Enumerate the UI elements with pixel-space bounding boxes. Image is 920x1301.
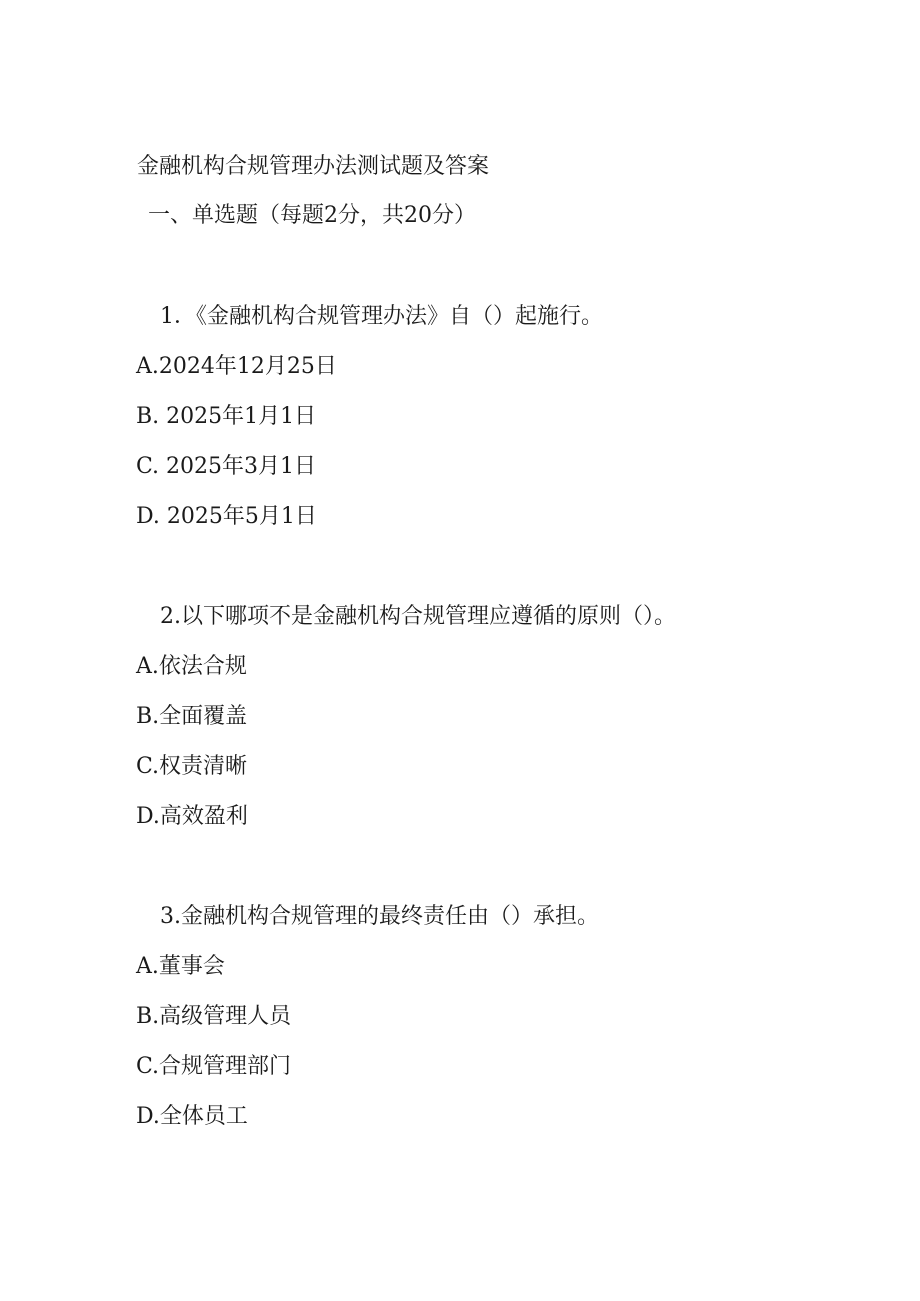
- question-1-option-a: A.2024年12月25日: [136, 354, 337, 379]
- section-heading: 一、单选题（每题2分，共20分）: [148, 203, 476, 228]
- question-1-stem: 1．《金融机构合规管理办法》自（）起施行。: [160, 304, 603, 329]
- question-2-option-d: D.高效盈利: [136, 804, 248, 829]
- document-title: 金融机构合规管理办法测试题及答案: [137, 154, 490, 179]
- question-2-option-a: A.依法合规: [136, 654, 247, 679]
- question-2-option-b: B.全面覆盖: [136, 704, 248, 729]
- question-2-stem: 2.以下哪项不是金融机构合规管理应遵循的原则（）。: [160, 604, 676, 629]
- question-3-option-b: B.高级管理人员: [136, 1004, 292, 1029]
- question-3-option-a: A.董事会: [136, 954, 225, 979]
- question-1-option-d: D. 2025年5月1日: [136, 504, 317, 529]
- question-3-stem: 3.金融机构合规管理的最终责任由（）承担。: [160, 904, 599, 929]
- question-2-option-c: C.权责清晰: [136, 754, 248, 779]
- question-1-option-c: C. 2025年3月1日: [136, 454, 317, 479]
- question-1-option-b: B. 2025年1月1日: [136, 404, 317, 429]
- question-3-option-c: C.合规管理部门: [136, 1054, 292, 1079]
- question-3-option-d: D.全体员工: [136, 1104, 248, 1129]
